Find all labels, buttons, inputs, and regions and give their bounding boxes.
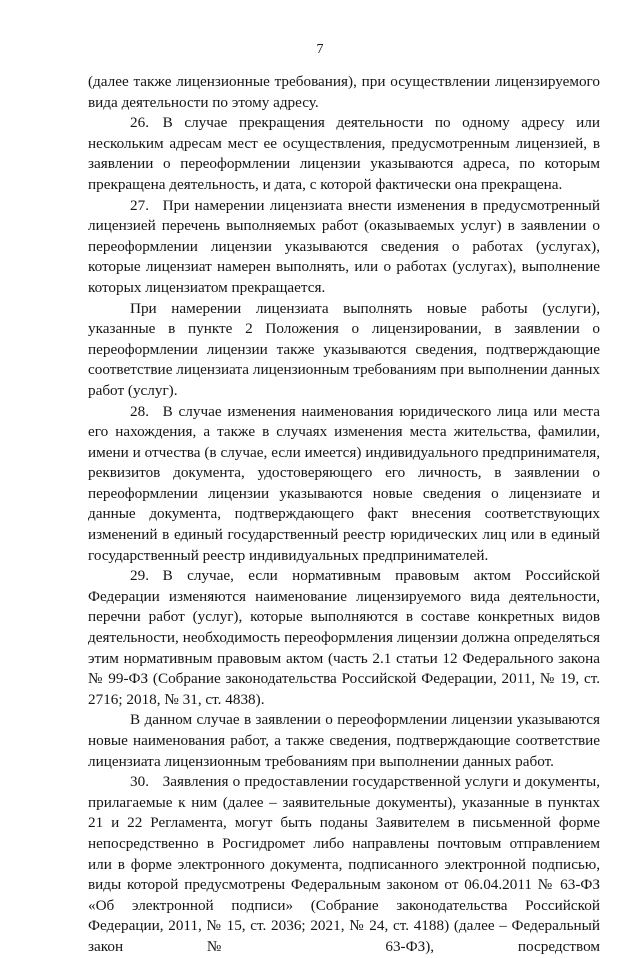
paragraph-text: При намерении лицензиата внести изменения в предусмотренный лицензией перечень выполняемых работ (оказываемых услуг) в заявлении о переоформлении лицензии указываются сведения о работах (услугах), которые лицензиат намерен выполнять, или о работах (услугах), выполнение которых лицензиатом прекращается. [88,196,600,296]
page-number: 7 [316,42,324,57]
paragraph-text: В данном случае в заявлении о переоформлении лицензии указываются новые наименования работ, а также сведения, подтверждающие соответствие лицензиата лицензионным требованиям при выполнении данных работ. [88,711,600,770]
paragraph-text: В случае прекращения деятельности по одному адресу или нескольким адресам мест ее осуществления, предусмотренным лицензией, в заявлении о переоформлении лицензии указываются адреса, по которым прекращена деятельность, и дата, с которой фактически она прекращена. [88,114,600,193]
paragraph-text: При намерении лицензиата выполнять новые работы (услуги), указанные в пункте 2 Положения о лицензировании, в заявлении о переоформлении лицензии также указываются сведения, подтверждающие соответствие лицензиата лицензионным требованиям при выполнении данных работ (услуг). [88,299,600,399]
paragraph-text: (далее также лицензионные требования), при осуществлении лицензируемого вида деятельности по этому адресу. [88,73,600,111]
paragraph-number: 29. [130,567,149,585]
paragraph-27-continued [88,299,600,402]
paragraph-29 [88,566,600,710]
paragraph-text: Заявления о предоставлении государственной услуги и документы, прилагаемые к ним (далее – заявительные документы), указанные в пунктах 21 и 22 Регламента, могут быть поданы Заявителем в письменной форме непосредственно в Росгидромет либо направлены почтовым отправлением или в форме электронного документа, подписанного электронной подписью, виды которой предусмотрены Федеральным законом от 06.04.2011 № 63-ФЗ «Об электронной подписи» (Собрание законодательства Российской Федерации, 2011, № 15, ст. 2036; 2021, № 24, ст. 4188) (далее – Федеральный закон № 63-ФЗ), посредством [88,773,600,955]
paragraph-number: 26. [130,114,149,132]
paragraph-continuation [88,72,600,113]
paragraph-30 [88,772,600,957]
paragraph-number: 27. [130,196,149,214]
paragraph-number: 28. [130,402,149,420]
paragraph-29-continued [88,710,600,772]
paragraph-number: 30. [130,773,149,791]
paragraph-26 [88,113,600,195]
document-body [88,72,600,958]
paragraph-text: В случае изменения наименования юридического лица или места его нахождения, а также в случаях изменения места жительства, фамилии, имени и отчества (в случае, если имеется) индивидуального предпринимателя, реквизитов документа, удостоверяющего его личность, в заявлении о переоформлении лицензии указываются новые сведения о лицензиате и данные документа, подтверждающего факт внесения соответствующих изменений в единый государственный реестр юридических лиц или в единый государственный реестр индивидуальных предпринимателей. [88,402,600,564]
paragraph-27 [88,196,600,299]
paragraph-text: В случае, если нормативным правовым актом Российской Федерации изменяются наименование лицензируемого вида деятельности, перечни работ (услуг), которые выполняются в составе конкретных видов деятельности, необходимость переоформления лицензии должна определяться этим нормативным правовым актом (часть 2.1 статьи 12 Федерального закона № 99-ФЗ (Собрание законодательства Российской Федерации, 2011, № 19, ст. 2716; 2018, № 31, ст. 4838). [88,567,600,708]
paragraph-28 [88,402,600,567]
